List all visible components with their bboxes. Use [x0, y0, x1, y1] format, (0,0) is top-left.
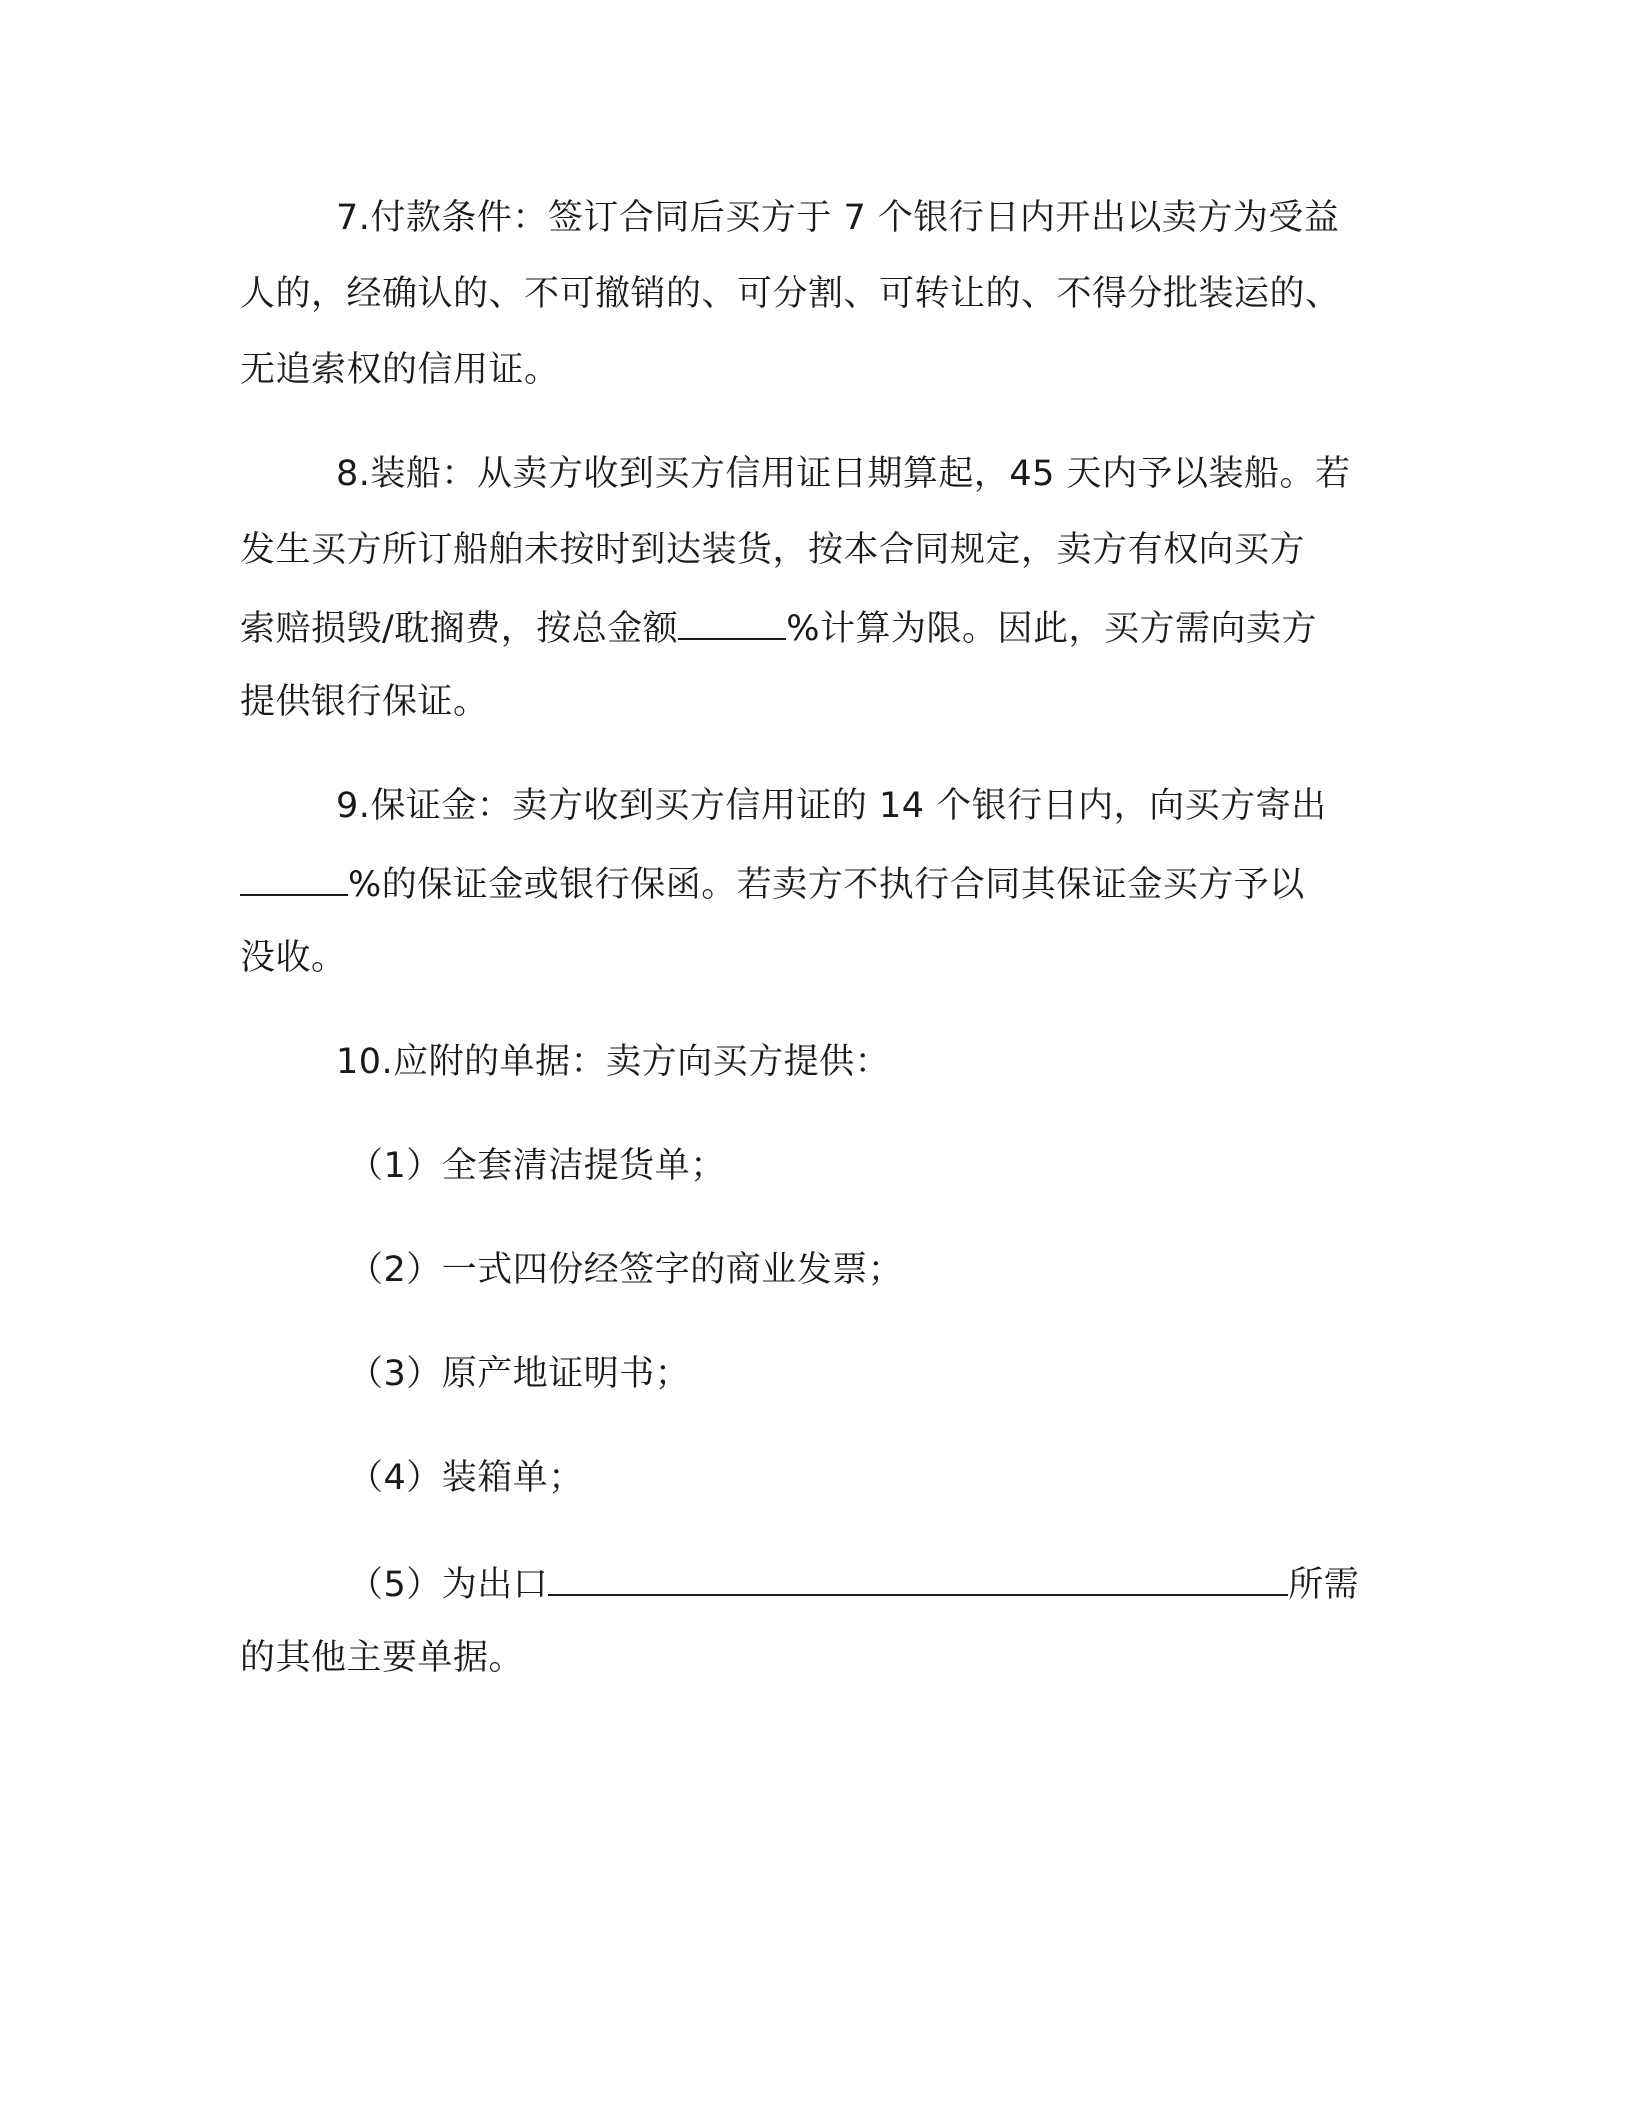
section-8-line-3-after: %计算为限。因此，买方需向卖方 [786, 609, 1318, 649]
document-item-5-after: 所需 [1288, 1565, 1360, 1605]
section-8-line-3 [240, 602, 1317, 650]
section-10-title: 10.应附的单据：卖方向买方提供： [336, 1042, 891, 1082]
document-item-5-continued: 的其他主要单据。 [240, 1638, 525, 1678]
section-9-line-3: 没收。 [240, 938, 347, 978]
document-item-3: （3）原产地证明书； [348, 1354, 691, 1394]
document-item-5 [348, 1558, 1359, 1606]
section-7-line-1: 7.付款条件：签订合同后买方于 7 个银行日内开出以卖方为受益 [336, 198, 1340, 238]
document-item-5-before: （5）为出口 [348, 1565, 549, 1605]
section-9-line-2 [240, 858, 1305, 906]
deposit-percent-blank [240, 858, 348, 896]
section-9-line-1: 9.保证金：卖方收到买方信用证的 14 个银行日内，向买方寄出 [336, 786, 1327, 826]
section-8-line-1: 8.装船：从卖方收到买方信用证日期算起，45 天内予以装船。若 [336, 454, 1351, 494]
export-purpose-blank [548, 1558, 1288, 1596]
section-7-line-2: 人的，经确认的、不可撤销的、可分割、可转让的、不得分批装运的、 [240, 274, 1341, 314]
section-9-line-2-after: %的保证金或银行保函。若卖方不执行合同其保证金买方予以 [348, 865, 1305, 905]
damage-percent-blank [678, 602, 786, 640]
section-8-line-4: 提供银行保证。 [240, 682, 489, 722]
document-item-1: （1）全套清洁提货单； [348, 1146, 726, 1186]
section-8-line-3-before: 索赔损毁/耽搁费，按总金额 [240, 609, 679, 649]
section-7-line-3: 无追索权的信用证。 [240, 350, 560, 390]
document-item-4: （4）装箱单； [348, 1458, 584, 1498]
document-item-2: （2）一式四份经签字的商业发票； [348, 1250, 904, 1290]
section-8-line-2: 发生买方所订船舶未按时到达装货，按本合同规定，卖方有权向买方 [240, 530, 1306, 570]
